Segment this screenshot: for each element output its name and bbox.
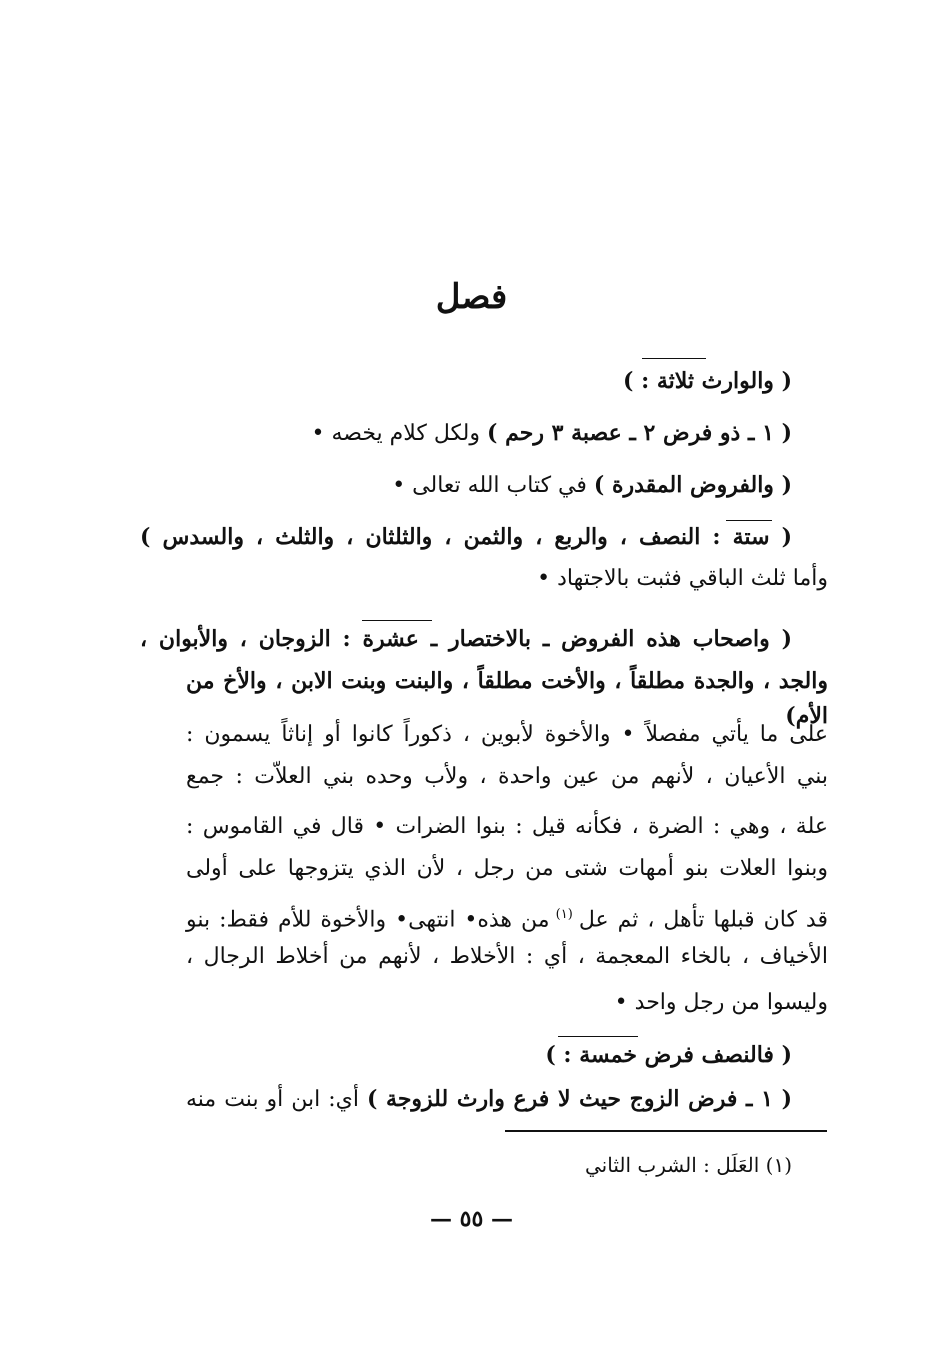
text-segment: وأما ثلث الباقي فثبت بالاجتهاد • bbox=[537, 566, 828, 591]
footnote: (١) العَلَل : الشرب الثاني bbox=[585, 1153, 792, 1177]
text-segment: من هذه• انتهى• والأخوة للأم فقط: بنو bbox=[186, 907, 550, 933]
text-segment: بني الأعيان ، لأنهم من عين واحدة ، ولأب وحده بني العلاّت : جمع bbox=[186, 764, 828, 789]
overline-mark bbox=[558, 1036, 638, 1037]
text-line bbox=[140, 364, 792, 399]
text-segment: أي: ابن أو بنت منه bbox=[186, 1087, 367, 1112]
text-segment: (١) bbox=[549, 907, 579, 922]
bold-text-segment: ( فالنصف فرض خمسة : ) bbox=[545, 1042, 792, 1068]
text-line bbox=[140, 520, 792, 554]
bold-text-segment: والجد ، والجدة مطلقاً ، والأخت مطلقاً ، والبنت وبنت الابن ، والأخ من الأم) bbox=[186, 668, 828, 729]
text-line bbox=[186, 1082, 792, 1116]
bold-text-segment: ( ١ ـ فرض الزوج حيث لا فرع وارث للزوجة ) bbox=[366, 1086, 792, 1112]
section-title: فصل bbox=[435, 277, 508, 317]
text-line bbox=[140, 468, 792, 503]
text-segment: علة ، وهي : الضرة ، فكأنه قيل : بنوا الضرات • قال في القاموس : bbox=[186, 814, 828, 839]
text-segment: في كتاب الله تعالى • bbox=[392, 473, 594, 498]
footnote-separator bbox=[505, 1130, 827, 1132]
text-segment: وليسوا من رجل واحد • bbox=[614, 990, 828, 1015]
text-segment: ولكل كلام يخصه • bbox=[311, 421, 488, 446]
text-line bbox=[140, 1038, 792, 1073]
bold-text-segment: ( ١ ـ ذو فرض ٢ ـ عصبة ٣ رحم ) bbox=[487, 420, 792, 446]
overline-mark bbox=[362, 620, 432, 621]
text-line bbox=[140, 622, 792, 656]
text-line bbox=[186, 898, 828, 932]
text-line bbox=[186, 852, 828, 886]
text-line bbox=[186, 940, 828, 974]
text-line bbox=[140, 416, 792, 451]
text-segment: قد كان قبلها تأهل ، ثم عل bbox=[578, 907, 828, 933]
text-segment: على ما يأتي مفصلاً • والأخوة لأبوين ، ذكوراً كانوا أو إناثاً يسمون : bbox=[186, 722, 828, 747]
text-line bbox=[186, 664, 828, 729]
overline-mark bbox=[642, 358, 706, 359]
text-segment: الأخياف ، بالخاء المعجمة ، أي : الأخلاط ، لأنهم من أخلاط الرجال ، bbox=[186, 944, 828, 969]
text-line bbox=[400, 986, 828, 1020]
text-line bbox=[186, 810, 828, 844]
text-segment: وبنوا العلات بنو أمهات شتى من رجل ، لأن الذي يتزوجها على أولى bbox=[186, 856, 828, 881]
text-line bbox=[300, 562, 828, 596]
text-line bbox=[186, 718, 828, 752]
bold-text-segment: ( والفروض المقدرة ) bbox=[593, 472, 792, 498]
text-line bbox=[186, 760, 828, 794]
page-number: — ٥٥ — bbox=[430, 1206, 513, 1232]
bold-text-segment: ( ستة : النصف ، والربع ، والثمن ، والثلثان ، والثلث ، والسدس ) bbox=[140, 524, 792, 550]
bold-text-segment: ( والوارث ثلاثة : ) bbox=[623, 368, 792, 394]
bold-text-segment: ( واصحاب هذه الفروض ـ بالاختصار ـ عشرة : الزوجان ، والأبوان ، bbox=[140, 626, 792, 652]
